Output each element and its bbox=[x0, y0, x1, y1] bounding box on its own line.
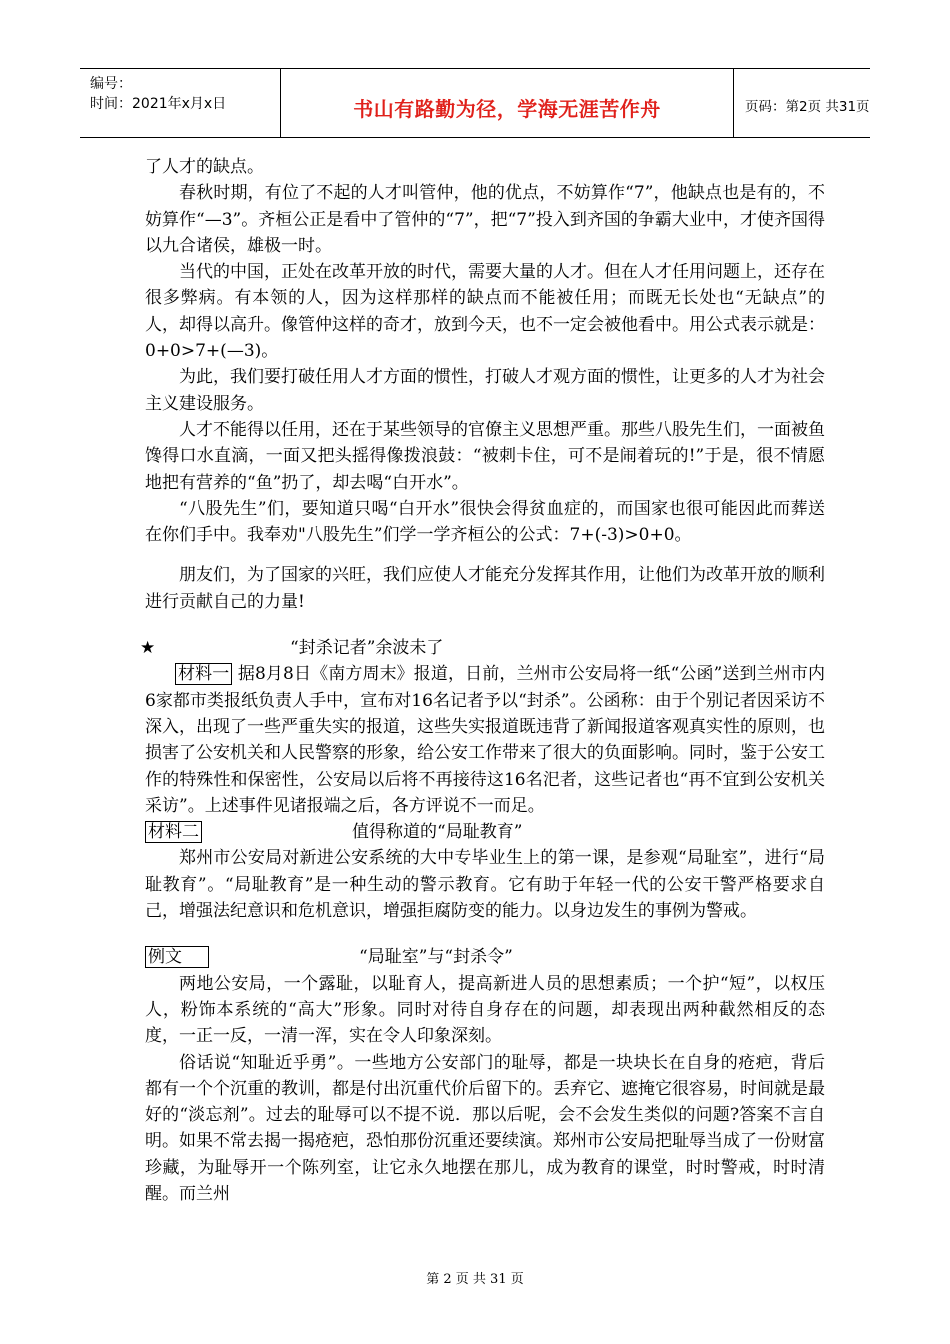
spacer bbox=[145, 548, 825, 562]
example-label: 例文 bbox=[145, 946, 209, 968]
header-meta-cell bbox=[80, 69, 280, 137]
time-label: 时间：2021年x月x日 bbox=[90, 96, 227, 112]
section-heading bbox=[140, 635, 825, 661]
page-info: 页码：第2页 共31页 bbox=[745, 99, 870, 115]
paragraph: “八股先生”们，要知道只喝“白开水”很快会得贫血症的，而国家也很可能因此而葬送在你们手中。我奉劝"八股先生”们学一学齐桓公的公式：7+(-3)>0+0。 bbox=[145, 498, 825, 546]
spacer bbox=[145, 615, 825, 635]
paragraph: 当代的中国，正处在改革开放的时代，需要大量的人才。但在人才任用问题上，还存在很多弊病。有本领的人，因为这样那样的缺点而不能被任用；而既无长处也“无缺点”的人，却得以高升。像管仲这样的奇才，放到今天，也不一定会被他看中。用公式表示就是：0+0>7+(—3)。 bbox=[145, 262, 825, 362]
spacer bbox=[145, 924, 825, 944]
example-heading bbox=[145, 944, 825, 970]
paragraph: 人才不能得以任用，还在于某些领导的官僚主义思想严重。那些八股先生们，一面被鱼馋得口水直滴，一面又把头摇得像拨浪鼓：“被刺卡住，可不是闹着玩的!”于是，很不情愿地把有营养的“鱼”扔了，却去喝“白开水”。 bbox=[145, 419, 825, 493]
paragraph: 为此，我们要打破任用人才方面的惯性，打破人才观方面的惯性，让更多的人才为社会主义建设服务。 bbox=[145, 367, 825, 414]
material-two-title: 值得称道的“局耻教育” bbox=[352, 822, 523, 843]
motto-text: 书山有路勤为径，学海无涯苦作舟 bbox=[353, 97, 661, 121]
section-title: “封杀记者”余波未了 bbox=[290, 638, 444, 659]
example-title: “局耻室”与“封杀令” bbox=[359, 947, 513, 968]
paragraph: 了人才的缺点。 bbox=[145, 157, 264, 177]
material-two-heading bbox=[145, 819, 825, 845]
header-page-cell bbox=[733, 69, 870, 137]
number-label: 编号： bbox=[90, 76, 132, 92]
material-two-text: 郑州市公安局对新进公安系统的大中专毕业生上的第一课，是参观“局耻室”，进行“局耻教育”。“局耻教育”是一种生动的警示教育。它有助于年轻一代的公安干警严格要求自己，增强法纪意识和危机意识，增强拒腐防变的能力。以身边发生的事例为警戒。 bbox=[145, 848, 825, 922]
material-one-label: 材料一 bbox=[175, 663, 232, 685]
material-one bbox=[145, 661, 825, 819]
paragraph: 两地公安局，一个露耻，以耻育人，提高新进人员的思想素质；一个护“短”，以权压人，粉饰本系统的“高大”形象。同时对待自身存在的问题，却表现出两种截然相反的态度，一正一反，一清一浑，实在令人印象深刻。 bbox=[145, 973, 825, 1047]
page-footer: 第 2 页 共 31 页 bbox=[426, 1272, 524, 1287]
star-icon: ★ bbox=[140, 638, 156, 659]
paragraph: 春秋时期，有位了不起的人才叫管仲，他的优点，不妨算作“7”，他缺点也是有的，不妨算作“—3”。齐桓公正是看中了管仲的“7”，把“7”投入到齐国的争霸大业中，才使齐国得以九合诸侯，雄极一时。 bbox=[145, 183, 825, 256]
header-motto-cell bbox=[280, 69, 734, 137]
paragraph: 朋友们，为了国家的兴旺，我们应使人才能充分发挥其作用，让他们为改革开放的顺利进行贡献自己的力量! bbox=[145, 565, 825, 612]
page-header bbox=[80, 68, 870, 138]
document-body bbox=[140, 154, 826, 1207]
material-two-label: 材料二 bbox=[145, 821, 202, 843]
material-one-text: 据8月8日《南方周末》报道，日前，兰州市公安局将一纸“公函”送到兰州市内6家都市类报纸负责人手中，宣布对16名记者予以“封杀”。公函称：由于个别记者因采访不深入，出现了一些严重失实的报道，这些失实报道既违背了新闻报道客观真实性的原则，也损害了公安机关和人民警察的形象，给公安工作带来了很大的负面影响。同时，鉴于公安工作的特殊性和保密性，公安局以后将不再接待这16名汜者，这些记者也“再不宜到公安机关采访”。上述事件见诸报端之后，各方评说不一而足。 bbox=[145, 664, 826, 816]
paragraph: 俗话说“知耻近乎勇”。一些地方公安部门的耻辱，都是一块块长在自身的疮疤，背后都有一个个沉重的教训，都是付出沉重代价后留下的。丢弃它、遮掩它很容易，时间就是最好的“淡忘剂”。过去的耻辱可以不提不说．那以后呢，会不会发生类似的问题?答案不言自明。如果不常去揭一揭疮疤，恐怕那份沉重还要续演。郑州市公安局把耻辱当成了一份财富珍藏，为耻辱开一个陈列室，让它永久地摆在那儿，成为教育的课堂，时时警戒，时时清醒。而兰州 bbox=[145, 1052, 825, 1204]
